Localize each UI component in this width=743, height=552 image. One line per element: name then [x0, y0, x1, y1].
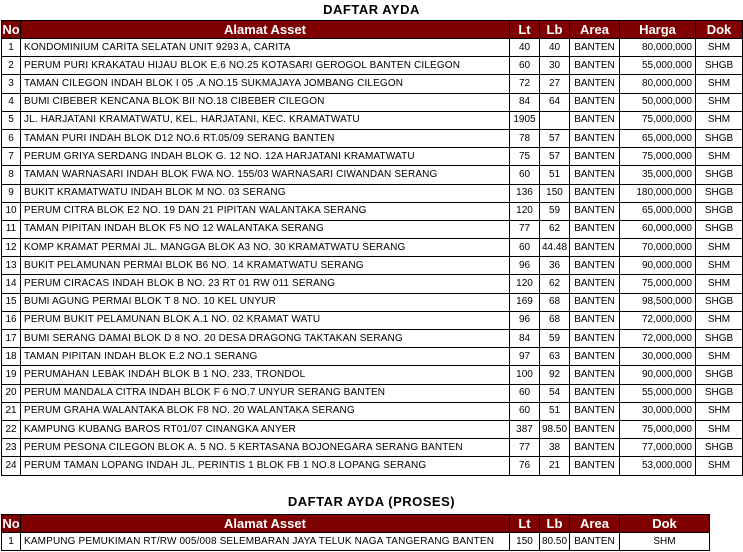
cell-no: 11 [2, 220, 21, 238]
cell-lb: 150 [540, 184, 570, 202]
cell-price: 55,000,000 [620, 57, 696, 75]
cell-price: 55,000,000 [620, 384, 696, 402]
cell-price: 90,000,000 [620, 257, 696, 275]
cell-no: 1 [2, 533, 21, 551]
cell-doc: SHGB [696, 57, 743, 75]
cell-no: 23 [2, 439, 21, 457]
cell-lb: 27 [540, 75, 570, 93]
cell-area: BANTEN [570, 384, 620, 402]
cell-price: 70,000,000 [620, 239, 696, 257]
cell-area: BANTEN [570, 39, 620, 57]
cell-lt: 60 [510, 166, 540, 184]
cell-lt: 77 [510, 439, 540, 457]
table-row [2, 402, 743, 420]
cell-no: 24 [2, 457, 21, 475]
cell-doc: SHGB [696, 129, 743, 147]
cell-no: 9 [2, 184, 21, 202]
cell-doc: SHM [696, 457, 743, 475]
cell-no: 22 [2, 420, 21, 438]
cell-no: 8 [2, 166, 21, 184]
table-row [2, 220, 743, 238]
cell-doc: SHM [696, 402, 743, 420]
asset-process-table [1, 514, 710, 551]
table-row [2, 75, 743, 93]
cell-price: 80,000,000 [620, 39, 696, 57]
cell-area: BANTEN [570, 75, 620, 93]
cell-lt: 100 [510, 366, 540, 384]
table-row [2, 293, 743, 311]
table-row [2, 420, 743, 438]
cell-lt: 76 [510, 457, 540, 475]
cell-address: KONDOMINIUM CARITA SELATAN UNIT 9293 A, CARITA [21, 39, 510, 57]
cell-no: 14 [2, 275, 21, 293]
cell-price: 90,000,000 [620, 366, 696, 384]
header-no: No [2, 515, 20, 531]
cell-area: BANTEN [570, 57, 620, 75]
cell-lb: 38 [540, 439, 570, 457]
cell-area: BANTEN [570, 402, 620, 420]
cell-lb: 57 [540, 148, 570, 166]
header-doc: Dok [620, 515, 710, 533]
cell-area: BANTEN [570, 293, 620, 311]
table-row [2, 57, 743, 75]
cell-lt: 136 [510, 184, 540, 202]
header-address: Alamat Asset [21, 515, 510, 533]
cell-address: PERUM GRIYA SERDANG INDAH BLOK G. 12 NO. 12A HARJATANI KRAMATWATU [21, 148, 510, 166]
cell-doc: SHM [696, 75, 743, 93]
header-area: Area [570, 515, 620, 533]
cell-lb: 62 [540, 220, 570, 238]
cell-price: 65,000,000 [620, 129, 696, 147]
cell-lt: 120 [510, 202, 540, 220]
cell-area: BANTEN [570, 457, 620, 475]
cell-lb: 44.48 [540, 239, 570, 257]
header-no: No [2, 21, 20, 37]
table-row [2, 366, 743, 384]
cell-address: KAMPUNG KUBANG BAROS RT01/07 CINANGKA ANYER [21, 420, 510, 438]
cell-no: 2 [2, 57, 21, 75]
cell-lb: 59 [540, 330, 570, 348]
cell-area: BANTEN [570, 257, 620, 275]
table-row [2, 148, 743, 166]
cell-address: TAMAN CILEGON INDAH BLOK I 05 .A NO.15 SUKMAJAYA JOMBANG CILEGON [21, 75, 510, 93]
cell-address: BUKIT KRAMATWATU INDAH BLOK M NO. 03 SERANG [21, 184, 510, 202]
cell-price: 65,000,000 [620, 202, 696, 220]
cell-doc: SHGB [696, 439, 743, 457]
cell-area: BANTEN [570, 184, 620, 202]
cell-lt: 60 [510, 239, 540, 257]
cell-lb: 51 [540, 166, 570, 184]
table-row [2, 348, 743, 366]
cell-address: BUMI CIBEBER KENCANA BLOK BII NO.18 CIBEBER CILEGON [21, 93, 510, 111]
table-row [2, 257, 743, 275]
cell-lb: 92 [540, 366, 570, 384]
cell-price: 72,000,000 [620, 311, 696, 329]
cell-address: PERUM PURI KRAKATAU HIJAU BLOK E.6 NO.25 KOTASARI GEROGOL BANTEN CILEGON [21, 57, 510, 75]
header-price: Harga [620, 21, 696, 39]
cell-no: 16 [2, 311, 21, 329]
cell-lt: 75 [510, 148, 540, 166]
header-lb: Lb [540, 515, 570, 533]
cell-area: BANTEN [570, 129, 620, 147]
cell-address: PERUM MANDALA CITRA INDAH BLOK F 6 NO.7 UNYUR SERANG BANTEN [21, 384, 510, 402]
cell-lt: 60 [510, 384, 540, 402]
cell-doc: SHM [696, 239, 743, 257]
cell-price: 75,000,000 [620, 275, 696, 293]
cell-lb: 40 [540, 39, 570, 57]
cell-no: 21 [2, 402, 21, 420]
cell-doc: SHM [696, 93, 743, 111]
cell-lb: 63 [540, 348, 570, 366]
cell-lt: 40 [510, 39, 540, 57]
cell-no: 17 [2, 330, 21, 348]
cell-lb: 62 [540, 275, 570, 293]
cell-address: PERUM BUKIT PELAMUNAN BLOK A.1 NO. 02 KRAMAT WATU [21, 311, 510, 329]
cell-lb [540, 111, 570, 129]
cell-address: JL. HARJATANI KRAMATWATU, KEL. HARJATANI, KEC. KRAMATWATU [21, 111, 510, 129]
table-row [2, 202, 743, 220]
cell-no: 13 [2, 257, 21, 275]
cell-lb: 68 [540, 311, 570, 329]
cell-price: 30,000,000 [620, 402, 696, 420]
cell-price: 50,000,000 [620, 93, 696, 111]
cell-lt: 96 [510, 311, 540, 329]
cell-doc: SHM [696, 111, 743, 129]
header-address: Alamat Asset [21, 21, 510, 39]
cell-no: 3 [2, 75, 21, 93]
header-lt: Lt [510, 21, 540, 39]
cell-no: 18 [2, 348, 21, 366]
cell-address: BUKIT PELAMUNAN PERMAI BLOK B6 NO. 14 KRAMATWATU SERANG [21, 257, 510, 275]
table-row [2, 184, 743, 202]
cell-price: 98,500,000 [620, 293, 696, 311]
cell-lb: 51 [540, 402, 570, 420]
cell-price: 30,000,000 [620, 348, 696, 366]
cell-area: BANTEN [570, 275, 620, 293]
cell-lb: 54 [540, 384, 570, 402]
cell-no: 12 [2, 239, 21, 257]
cell-doc: SHGB [696, 366, 743, 384]
table-title-process: DAFTAR AYDA (PROSES) [287, 494, 456, 509]
cell-no: 10 [2, 202, 21, 220]
cell-price: 35,000,000 [620, 166, 696, 184]
cell-lb: 80.50 [540, 533, 570, 551]
cell-lb: 36 [540, 257, 570, 275]
cell-area: BANTEN [570, 148, 620, 166]
cell-no: 7 [2, 148, 21, 166]
cell-no: 6 [2, 129, 21, 147]
cell-lb: 64 [540, 93, 570, 111]
cell-doc: SHM [696, 148, 743, 166]
asset-table [1, 20, 743, 476]
cell-address: BUMI AGUNG PERMAI BLOK T 8 NO. 10 KEL UNYUR [21, 293, 510, 311]
cell-price: 60,000,000 [620, 220, 696, 238]
table-row [2, 93, 743, 111]
cell-no: 1 [2, 39, 21, 57]
cell-lb: 59 [540, 202, 570, 220]
cell-address: TAMAN PIPITAN INDAH BLOK E.2 NO.1 SERANG [21, 348, 510, 366]
cell-lb: 57 [540, 129, 570, 147]
cell-price: 77,000,000 [620, 439, 696, 457]
cell-address: TAMAN WARNASARI INDAH BLOK FWA NO. 155/03 WARNASARI CIWANDAN SERANG [21, 166, 510, 184]
cell-doc: SHM [620, 533, 710, 551]
cell-area: BANTEN [570, 439, 620, 457]
cell-doc: SHGB [696, 384, 743, 402]
cell-lt: 60 [510, 57, 540, 75]
cell-doc: SHM [696, 257, 743, 275]
cell-area: BANTEN [570, 533, 620, 551]
table-row [2, 166, 743, 184]
cell-address: PERUM CIRACAS INDAH BLOK B NO. 23 RT 01 RW 011 SERANG [21, 275, 510, 293]
cell-lt: 84 [510, 93, 540, 111]
cell-address: KOMP KRAMAT PERMAI JL. MANGGA BLOK A3 NO. 30 KRAMATWATU SERANG [21, 239, 510, 257]
cell-doc: SHGB [696, 184, 743, 202]
cell-doc: SHGB [696, 202, 743, 220]
cell-lt: 78 [510, 129, 540, 147]
table-row [2, 439, 743, 457]
cell-address: BUMI SERANG DAMAI BLOK D 8 NO. 20 DESA DRAGONG TAKTAKAN SERANG [21, 330, 510, 348]
cell-price: 180,000,000 [620, 184, 696, 202]
cell-lb: 68 [540, 293, 570, 311]
cell-area: BANTEN [570, 220, 620, 238]
cell-address: KAMPUNG PEMUKIMAN RT/RW 005/008 SELEMBARAN JAYA TELUK NAGA TANGERANG BANTEN [21, 533, 510, 551]
cell-area: BANTEN [570, 166, 620, 184]
cell-no: 15 [2, 293, 21, 311]
table-row [2, 239, 743, 257]
cell-lt: 169 [510, 293, 540, 311]
cell-lb: 30 [540, 57, 570, 75]
cell-area: BANTEN [570, 366, 620, 384]
table-row [2, 39, 743, 57]
cell-lt: 387 [510, 420, 540, 438]
cell-doc: SHM [696, 311, 743, 329]
cell-address: PERUMAHAN LEBAK INDAH BLOK B 1 NO. 233, TRONDOL [21, 366, 510, 384]
cell-area: BANTEN [570, 202, 620, 220]
table-row [2, 457, 743, 475]
cell-lt: 84 [510, 330, 540, 348]
cell-no: 19 [2, 366, 21, 384]
cell-area: BANTEN [570, 111, 620, 129]
header-row [2, 21, 743, 39]
cell-doc: SHGB [696, 220, 743, 238]
cell-no: 4 [2, 93, 21, 111]
table-row [2, 111, 743, 129]
cell-price: 75,000,000 [620, 148, 696, 166]
header-area: Area [570, 21, 620, 39]
cell-address: PERUM PESONA CILEGON BLOK A. 5 NO. 5 KERTASANA BOJONEGARA SERANG BANTEN [21, 439, 510, 457]
cell-doc: SHGB [696, 330, 743, 348]
cell-lt: 120 [510, 275, 540, 293]
cell-address: PERUM GRAHA WALANTAKA BLOK F8 NO. 20 WALANTAKA SERANG [21, 402, 510, 420]
cell-area: BANTEN [570, 93, 620, 111]
cell-lt: 97 [510, 348, 540, 366]
cell-address: TAMAN PIPITAN INDAH BLOK F5 NO 12 WALANTAKA SERANG [21, 220, 510, 238]
cell-lt: 1905 [510, 111, 540, 129]
cell-price: 72,000,000 [620, 330, 696, 348]
cell-lt: 60 [510, 402, 540, 420]
table-row [2, 275, 743, 293]
cell-doc: SHGB [696, 293, 743, 311]
header-row [2, 515, 710, 533]
cell-lt: 150 [510, 533, 540, 551]
cell-price: 75,000,000 [620, 111, 696, 129]
cell-area: BANTEN [570, 348, 620, 366]
table-title-main: DAFTAR AYDA [323, 2, 420, 17]
cell-lb: 21 [540, 457, 570, 475]
header-lb: Lb [540, 21, 570, 39]
cell-area: BANTEN [570, 239, 620, 257]
table-row [2, 384, 743, 402]
header-doc: Dok [696, 21, 743, 39]
cell-price: 53,000,000 [620, 457, 696, 475]
cell-no: 20 [2, 384, 21, 402]
cell-doc: SHM [696, 39, 743, 57]
cell-doc: SHGB [696, 166, 743, 184]
cell-area: BANTEN [570, 420, 620, 438]
table-row [2, 311, 743, 329]
cell-lt: 96 [510, 257, 540, 275]
cell-doc: SHM [696, 348, 743, 366]
cell-lt: 72 [510, 75, 540, 93]
cell-no: 5 [2, 111, 21, 129]
header-lt: Lt [510, 515, 540, 533]
cell-area: BANTEN [570, 330, 620, 348]
cell-price: 75,000,000 [620, 420, 696, 438]
table-row [2, 533, 710, 551]
cell-lt: 77 [510, 220, 540, 238]
table-row [2, 129, 743, 147]
table-row [2, 330, 743, 348]
cell-address: TAMAN PURI INDAH BLOK D12 NO.6 RT.05/09 SERANG BANTEN [21, 129, 510, 147]
cell-price: 80,000,000 [620, 75, 696, 93]
cell-address: PERUM TAMAN LOPANG INDAH JL. PERINTIS 1 BLOK FB 1 NO.8 LOPANG SERANG [21, 457, 510, 475]
cell-doc: SHM [696, 420, 743, 438]
cell-lb: 98.50 [540, 420, 570, 438]
cell-doc: SHM [696, 275, 743, 293]
cell-address: PERUM CITRA BLOK E2 NO. 19 DAN 21 PIPITAN WALANTAKA SERANG [21, 202, 510, 220]
cell-area: BANTEN [570, 311, 620, 329]
